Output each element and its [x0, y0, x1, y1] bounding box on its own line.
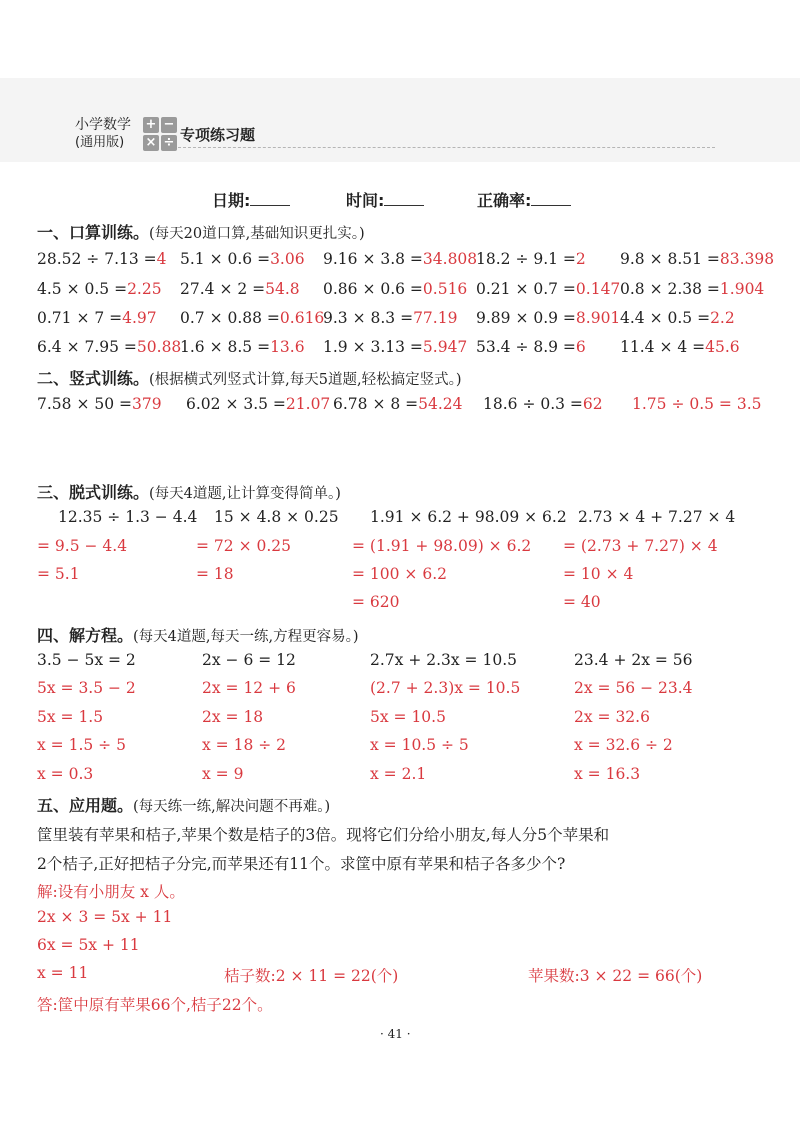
section-3-heading	[37, 480, 341, 503]
accuracy-field	[477, 188, 571, 211]
oral-item: 9.3 × 8.3 =77.19	[323, 309, 458, 327]
word-problem-line: 筐里装有苹果和桔子,苹果个数是桔子的3倍。现将它们分给小朋友,每人分5个苹果和	[37, 826, 610, 844]
oral-item: 9.16 × 3.8 =34.808	[323, 250, 478, 268]
divide-icon: ÷	[161, 135, 177, 151]
equation-problem: 2.7x + 2.3x = 10.5	[370, 651, 517, 669]
section-1-note: (每天20道口算,基础知识更扎实。)	[149, 226, 365, 242]
date-label: 日期:	[212, 191, 251, 210]
stepwise-step: = (2.73 + 7.27) × 4	[563, 537, 718, 555]
stepwise-step: = 40	[563, 593, 601, 611]
equation-step: x = 1.5 ÷ 5	[37, 736, 126, 754]
oral-item: 9.89 × 0.9 =8.901	[476, 309, 621, 327]
stepwise-step: = (1.91 + 98.09) × 6.2	[352, 537, 532, 555]
stepwise-problem: 12.35 ÷ 1.3 − 4.4	[58, 508, 198, 526]
section-4-heading	[37, 623, 359, 646]
oral-item: 0.21 × 0.7 =0.147	[476, 280, 621, 298]
date-field	[212, 188, 290, 211]
stepwise-step: = 100 × 6.2	[352, 565, 447, 583]
oral-item: 6.4 × 7.95 =50.88	[37, 338, 182, 356]
section-3-note: (每天4道题,让计算变得简单。)	[149, 486, 341, 502]
stepwise-problem: 15 × 4.8 × 0.25	[214, 508, 339, 526]
equation-problem: 2x − 6 = 12	[202, 651, 296, 669]
oral-item: 0.86 × 0.6 =0.516	[323, 280, 468, 298]
oral-item: 1.9 × 3.13 =5.947	[323, 338, 468, 356]
plus-icon: +	[143, 117, 159, 133]
vertical-item: 1.75 ÷ 0.5 = 3.5	[632, 395, 762, 413]
equation-step: 5x = 10.5	[370, 708, 446, 726]
accuracy-blank	[531, 191, 571, 206]
oral-item: 4.4 × 0.5 =2.2	[620, 309, 735, 327]
word-problem-line: 2个桔子,正好把桔子分完,而苹果还有11个。求筐中原有苹果和桔子各多少个?	[37, 855, 566, 873]
vertical-item: 6.78 × 8 =54.24	[333, 395, 463, 413]
time-blank	[384, 191, 424, 206]
stepwise-step: = 18	[196, 565, 234, 583]
oral-item: 9.8 × 8.51 =83.398	[620, 250, 775, 268]
stepwise-problem: 1.91 × 6.2 + 98.09 × 6.2	[370, 508, 567, 526]
operator-logo-icon	[143, 117, 177, 151]
equation-problem: 3.5 − 5x = 2	[37, 651, 136, 669]
oranges-count: 桔子数:2 × 11 = 22(个)	[224, 967, 399, 985]
equation-step: 2x = 32.6	[574, 708, 650, 726]
oral-item: 0.7 × 0.88 =0.616	[180, 309, 325, 327]
oral-item: 53.4 ÷ 8.9 =6	[476, 338, 586, 356]
equation-step: x = 2.1	[370, 765, 427, 783]
section-1-title: 一、口算训练。	[37, 223, 150, 242]
equation-step: x = 16.3	[574, 765, 641, 783]
equation-step: 5x = 1.5	[37, 708, 104, 726]
apples-count: 苹果数:3 × 22 = 66(个)	[528, 967, 703, 985]
solution-line: x = 11	[37, 964, 89, 982]
section-5-heading	[37, 793, 330, 816]
equation-step: x = 18 ÷ 2	[202, 736, 287, 754]
section-4-note: (每天4道题,每天一练,方程更容易。)	[133, 629, 359, 645]
stepwise-step: = 620	[352, 593, 400, 611]
page-number: · 41 ·	[380, 1027, 411, 1041]
section-2-title: 二、竖式训练。	[37, 369, 150, 388]
time-label: 时间:	[346, 191, 385, 210]
oral-item: 5.1 × 0.6 =3.06	[180, 250, 305, 268]
stepwise-step: = 72 × 0.25	[196, 537, 291, 555]
header-divider	[178, 147, 715, 148]
section-3-title: 三、脱式训练。	[37, 483, 150, 502]
solution-line: 2x × 3 = 5x + 11	[37, 908, 173, 926]
equation-step: 2x = 12 + 6	[202, 679, 296, 697]
equation-step: x = 32.6 ÷ 2	[574, 736, 673, 754]
equation-step: 2x = 56 − 23.4	[574, 679, 693, 697]
solution-line: 6x = 5x + 11	[37, 936, 140, 954]
oral-item: 27.4 × 2 =54.8	[180, 280, 300, 298]
stepwise-step: = 9.5 − 4.4	[37, 537, 128, 555]
equation-step: x = 10.5 ÷ 5	[370, 736, 469, 754]
oral-item: 0.8 × 2.38 =1.904	[620, 280, 765, 298]
oral-item: 11.4 × 4 =45.6	[620, 338, 740, 356]
equation-step: x = 9	[202, 765, 244, 783]
equation-step: x = 0.3	[37, 765, 94, 783]
vertical-item: 18.6 ÷ 0.3 =62	[483, 395, 603, 413]
oral-item: 1.6 × 8.5 =13.6	[180, 338, 305, 356]
minus-icon: −	[161, 117, 177, 133]
section-5-note: (每天练一练,解决问题不再难。)	[133, 799, 331, 815]
header-label: 专项练习题	[180, 126, 256, 144]
oral-item: 18.2 ÷ 9.1 =2	[476, 250, 586, 268]
section-2-heading	[37, 366, 462, 389]
stepwise-step: = 5.1	[37, 565, 80, 583]
solution-line: 解:设有小朋友 x 人。	[37, 883, 185, 901]
book-edition: (通用版)	[75, 135, 125, 150]
book-title: 小学数学	[75, 117, 131, 133]
oral-item: 4.5 × 0.5 =2.25	[37, 280, 162, 298]
oral-item: 0.71 × 7 =4.97	[37, 309, 157, 327]
equation-step: 5x = 3.5 − 2	[37, 679, 136, 697]
times-icon: ×	[143, 135, 159, 151]
vertical-item: 7.58 × 50 =379	[37, 395, 162, 413]
date-blank	[250, 191, 290, 206]
equation-problem: 23.4 + 2x = 56	[574, 651, 693, 669]
oral-item: 28.52 ÷ 7.13 =4	[37, 250, 167, 268]
equation-step: 2x = 18	[202, 708, 264, 726]
section-1-heading	[37, 220, 365, 243]
accuracy-label: 正确率:	[477, 191, 532, 210]
final-answer: 答:筐中原有苹果66个,桔子22个。	[37, 996, 273, 1014]
section-4-title: 四、解方程。	[37, 626, 134, 645]
equation-step: (2.7 + 2.3)x = 10.5	[370, 679, 521, 697]
time-field	[346, 188, 424, 211]
section-2-note: (根据横式列竖式计算,每天5道题,轻松搞定竖式。)	[149, 372, 462, 388]
vertical-item: 6.02 × 3.5 =21.07	[186, 395, 331, 413]
stepwise-problem: 2.73 × 4 + 7.27 × 4	[578, 508, 736, 526]
stepwise-step: = 10 × 4	[563, 565, 634, 583]
section-5-title: 五、应用题。	[37, 796, 134, 815]
